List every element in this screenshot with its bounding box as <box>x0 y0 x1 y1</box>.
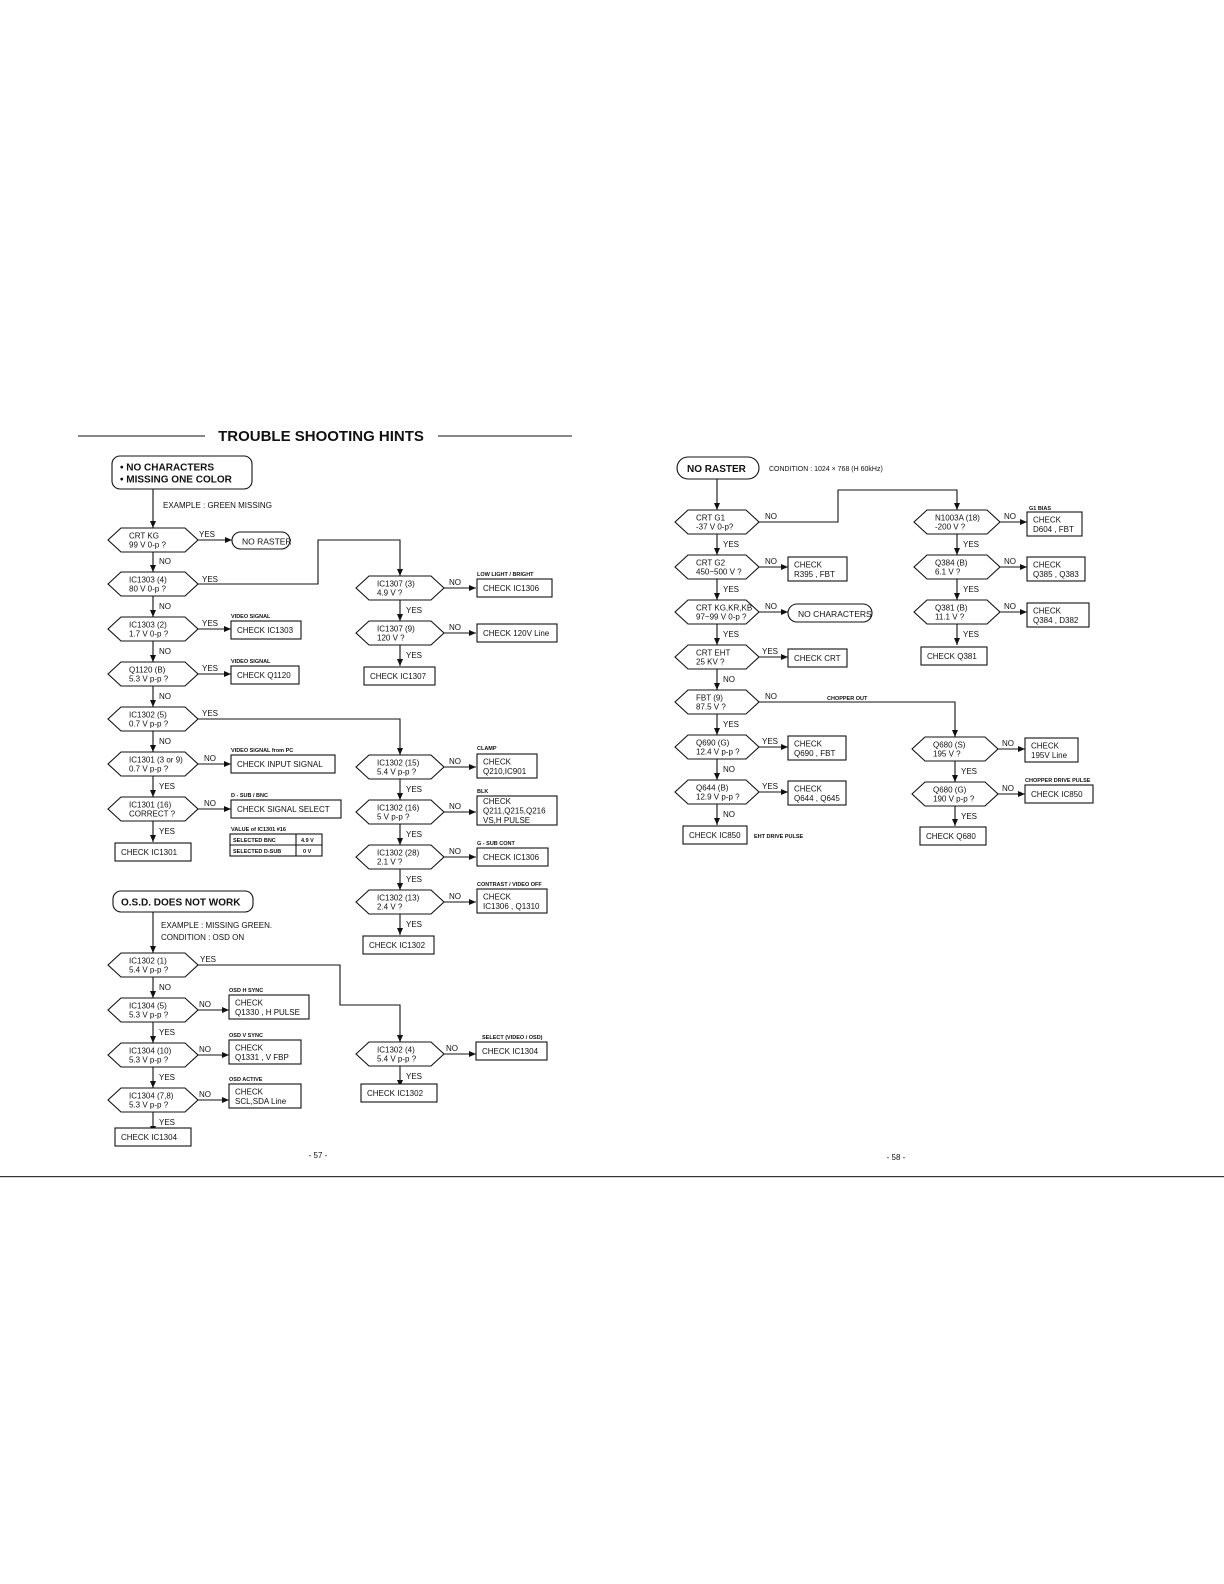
q1120-decision-text: Q1120 (B) <box>129 665 166 675</box>
annotation-label: VIDEO SIGNAL from PC <box>231 748 294 754</box>
no-label: NO <box>765 512 777 521</box>
no-characters-title-text: • NO CHARACTERS <box>120 462 215 474</box>
no-label: NO <box>449 892 461 901</box>
check-ic1303-action-text: CHECK IC1303 <box>237 626 294 635</box>
ic1302-13-decision-text: IC1302 (13) <box>377 893 420 903</box>
yes-label: YES <box>199 530 216 539</box>
check-195v-line-action-text: 195V Line <box>1031 750 1068 760</box>
check-ic1306-q1310-action-text: CHECK <box>483 892 512 902</box>
annotation-label: CHOPPER DRIVE PULSE <box>1025 778 1091 784</box>
page-number-left: - 57 - <box>308 1151 328 1160</box>
yes-label: YES <box>762 737 779 746</box>
yes-label: YES <box>406 606 423 615</box>
no-label: NO <box>765 602 777 611</box>
value-table-cell: SELECTED D-SUB <box>233 849 282 855</box>
crt-g1-decision-text: -37 V 0-p? <box>696 522 734 532</box>
check-ic1302-b-action-text: CHECK IC1302 <box>367 1089 424 1098</box>
check-q210-action-text: Q210,IC901 <box>483 766 527 776</box>
no-label: NO <box>723 810 735 819</box>
check-crt-action-text: CHECK CRT <box>794 654 841 663</box>
page-title: TROUBLE SHOOTING HINTS <box>218 428 424 445</box>
annotation-label: D - SUB / BNC <box>231 793 268 799</box>
no-label: NO <box>449 578 461 587</box>
q384-b-decision-text: Q384 (B) <box>935 558 968 568</box>
q680-s-decision-text: Q680 (S) <box>933 740 966 750</box>
example-green-missing: EXAMPLE : GREEN MISSING <box>163 501 272 510</box>
condition-osd-on: CONDITION : OSD ON <box>161 933 245 942</box>
no-label: NO <box>1004 557 1016 566</box>
annotation-label: LOW LIGHT / BRIGHT <box>477 572 534 578</box>
no-raster-main-terminal-text: NO RASTER <box>687 464 746 475</box>
crt-g1-decision-text: CRT G1 <box>696 513 726 523</box>
ic1307-3-decision-text: IC1307 (3) <box>377 579 415 589</box>
annotation-label: CLAMP <box>477 746 497 752</box>
check-input-signal-action-text: CHECK INPUT SIGNAL <box>237 760 323 769</box>
ic1303-2-decision-text: IC1303 (2) <box>129 620 167 630</box>
check-scl-sda-action-text: SCL,SDA Line <box>235 1096 287 1106</box>
annotation-label: G1 BIAS <box>1029 506 1052 512</box>
annotation-label: VIDEO SIGNAL <box>231 659 271 665</box>
annotation-label: EHT DRIVE PULSE <box>754 834 804 840</box>
check-q1120-action-text: CHECK Q1120 <box>237 671 291 680</box>
yes-label: YES <box>963 585 980 594</box>
ic1304-7-8-decision-text: 5.3 V p-p ? <box>129 1100 169 1110</box>
annotation-label: BLK <box>477 789 489 795</box>
check-ic1307-action-text: CHECK IC1307 <box>370 672 427 681</box>
no-label: NO <box>199 1090 211 1099</box>
no-label: NO <box>159 557 171 566</box>
ic1302-15-decision-text: 5.4 V p-p ? <box>377 767 417 777</box>
yes-label: YES <box>723 720 740 729</box>
value-table-cell: 4.9 V <box>301 838 314 844</box>
condition-1024x768: CONDITION : 1024 × 768 (H 60kHz) <box>769 466 883 473</box>
ic1304-7-8-decision-text: IC1304 (7,8) <box>129 1091 174 1101</box>
yes-label: YES <box>406 1072 423 1081</box>
q680-s-decision-text: 195 V ? <box>933 749 961 759</box>
ic1302-16-decision-text: 5 V p-p ? <box>377 812 410 822</box>
ic1302-4-decision-text: IC1302 (4) <box>377 1045 415 1055</box>
q690-g-decision-text: 12.4 V p-p ? <box>696 747 740 757</box>
flow-arrow <box>198 719 400 755</box>
crt-eht-decision-text: CRT EHT <box>696 648 731 658</box>
ic1302-1-decision-text: IC1302 (1) <box>129 956 167 966</box>
check-ic1301-action-text: CHECK IC1301 <box>121 848 178 857</box>
ic1301-3-or-9-decision-text: IC1301 (3 or 9) <box>129 755 183 765</box>
yes-label: YES <box>159 827 176 836</box>
annotation-label: CHOPPER OUT <box>827 696 868 702</box>
check-q381-action-text: CHECK Q381 <box>927 652 977 661</box>
check-scl-sda-action-text: CHECK <box>235 1087 264 1097</box>
annotation-label: SELECT (VIDEO / OSD) <box>482 1035 543 1041</box>
no-label: NO <box>1004 602 1016 611</box>
yes-label: YES <box>202 664 219 673</box>
annotation-label: G - SUB CONT <box>477 841 515 847</box>
annotation-label: OSD V SYNC <box>229 1033 263 1039</box>
q680-g-decision-text: Q680 (G) <box>933 785 967 795</box>
yes-label: YES <box>762 782 779 791</box>
check-ic1306-q1310-action-text: IC1306 , Q1310 <box>483 901 540 911</box>
no-label: NO <box>159 983 171 992</box>
check-d604-action-text: D604 , FBT <box>1033 524 1074 534</box>
page-bottom-edge <box>0 1176 1224 1177</box>
yes-label: YES <box>723 540 740 549</box>
no-label: NO <box>159 602 171 611</box>
connector-lines <box>78 436 1027 1133</box>
yes-label: YES <box>202 619 219 628</box>
yes-label: YES <box>723 585 740 594</box>
q644-b-decision-text: Q644 (B) <box>696 783 729 793</box>
crt-eht-decision-text: 25 KV ? <box>696 657 725 667</box>
yes-label: YES <box>963 540 980 549</box>
check-signal-select-action-text: CHECK SIGNAL SELECT <box>237 805 330 814</box>
yes-label: YES <box>200 955 217 964</box>
check-q210-action-text: CHECK <box>483 757 512 767</box>
ic1302-15-decision-text: IC1302 (15) <box>377 758 420 768</box>
yes-label: YES <box>202 575 219 584</box>
check-r395-action-text: CHECK <box>794 560 823 570</box>
value-table-cell: SELECTED BNC <box>233 838 276 844</box>
osd-does-not-work-title-text: O.S.D. DOES NOT WORK <box>121 897 241 909</box>
flowchart-labels <box>120 428 1091 1162</box>
fbt-9-decision-text: FBT (9) <box>696 693 723 703</box>
example-missing-green: EXAMPLE : MISSING GREEN. <box>161 921 273 930</box>
ic1303-4-decision-text: 80 V 0-p ? <box>129 584 166 594</box>
check-q384-d382-action-text: Q384 , D382 <box>1033 615 1079 625</box>
ic1302-16-decision-text: IC1302 (16) <box>377 803 420 813</box>
crt-g2-decision-text: 450~500 V ? <box>696 567 742 577</box>
yes-label: YES <box>406 920 423 929</box>
yes-label: YES <box>723 630 740 639</box>
ic1301-16-decision-text: IC1301 (16) <box>129 800 172 810</box>
yes-label: YES <box>406 651 423 660</box>
ic1307-9-decision-text: 120 V ? <box>377 633 405 643</box>
check-q211-action-text: CHECK <box>483 797 512 806</box>
ic1304-5-decision-text: 5.3 V p-p ? <box>129 1010 169 1020</box>
no-label: NO <box>199 1000 211 1009</box>
page-number-right: - 58 - <box>886 1153 906 1162</box>
ic1304-5-decision-text: IC1304 (5) <box>129 1001 167 1011</box>
annotation-label: OSD ACTIVE <box>229 1077 263 1083</box>
yes-label: YES <box>406 830 423 839</box>
check-ic1306-b-action-text: CHECK IC1306 <box>483 853 540 862</box>
ic1302-5-decision-text: IC1302 (5) <box>129 710 167 720</box>
check-q1331-action-text: CHECK <box>235 1043 264 1053</box>
yes-label: YES <box>406 875 423 884</box>
q384-b-decision-text: 6.1 V ? <box>935 567 961 577</box>
ic1302-28-decision-text: IC1302 (28) <box>377 848 420 858</box>
no-label: NO <box>723 675 735 684</box>
yes-label: YES <box>159 1073 176 1082</box>
ic1304-10-decision-text: 5.3 V p-p ? <box>129 1055 169 1065</box>
yes-label: YES <box>963 630 980 639</box>
check-d604-action-text: CHECK <box>1033 515 1062 525</box>
ic1302-13-decision-text: 2.4 V ? <box>377 902 403 912</box>
crt-kg-kr-kb-decision-text: 97~99 V 0-p ? <box>696 612 747 622</box>
check-120v-line-action-text: CHECK 120V Line <box>483 629 550 638</box>
check-ic1302-a-action-text: CHECK IC1302 <box>369 941 426 950</box>
check-q1330-action-text: Q1330 , H PULSE <box>235 1007 300 1017</box>
q644-b-decision-text: 12.9 V p-p ? <box>696 792 740 802</box>
no-characters-ref-terminal-text: NO CHARACTERS <box>798 609 872 619</box>
no-label: NO <box>159 737 171 746</box>
no-label: NO <box>1004 512 1016 521</box>
check-q385-action-text: CHECK <box>1033 560 1062 570</box>
check-q680-action-text: CHECK Q680 <box>926 832 976 841</box>
check-195v-line-action-text: CHECK <box>1031 741 1060 751</box>
check-q211-action-text: Q211,Q215,Q216 <box>483 806 546 816</box>
check-ic1306-a-action-text: CHECK IC1306 <box>483 584 540 593</box>
q1120-decision-text: 5.3 V p-p ? <box>129 674 169 684</box>
no-label: NO <box>199 1045 211 1054</box>
n1003a-18-decision-text: N1003A (18) <box>935 513 980 523</box>
ic1302-1-decision-text: 5.4 V p-p ? <box>129 965 169 975</box>
no-label: NO <box>1002 739 1014 748</box>
ic1302-5-decision-text: 0.7 V p-p ? <box>129 719 169 729</box>
check-q384-d382-action-text: CHECK <box>1033 606 1062 616</box>
check-q644-action-text: CHECK <box>794 784 823 794</box>
check-q690-action-text: CHECK <box>794 739 823 749</box>
yes-label: YES <box>961 812 978 821</box>
ic1304-10-decision-text: IC1304 (10) <box>129 1046 172 1056</box>
ic1307-3-decision-text: 4.9 V ? <box>377 588 403 598</box>
no-label: NO <box>765 692 777 701</box>
check-ic850-b-action-text: CHECK IC850 <box>1031 790 1083 799</box>
no-label: NO <box>204 799 216 808</box>
annotation-label: OSD H SYNC <box>229 988 264 994</box>
flow-arrow <box>759 702 955 737</box>
check-q211-action-text: VS,H PULSE <box>483 816 531 825</box>
no-label: NO <box>765 557 777 566</box>
yes-label: YES <box>406 785 423 794</box>
yes-label: YES <box>159 1028 176 1037</box>
q680-g-decision-text: 190 V p-p ? <box>933 794 975 804</box>
check-ic1304-b-action-text: CHECK IC1304 <box>482 1047 539 1056</box>
no-label: NO <box>1002 784 1014 793</box>
yes-label: YES <box>159 1118 176 1127</box>
no-raster-ref-terminal-text: NO RASTER <box>242 536 292 547</box>
no-label: NO <box>159 647 171 656</box>
n1003a-18-decision-text: -200 V ? <box>935 522 966 532</box>
ic1301-16-decision-text: CORRECT ? <box>129 809 176 819</box>
q690-g-decision-text: Q690 (G) <box>696 738 730 748</box>
ic1302-4-decision-text: 5.4 V p-p ? <box>377 1054 417 1064</box>
crt-g2-decision-text: CRT G2 <box>696 558 726 568</box>
check-ic850-a-action-text: CHECK IC850 <box>689 831 741 840</box>
no-label: NO <box>449 847 461 856</box>
ic1303-4-decision-text: IC1303 (4) <box>129 575 167 585</box>
check-ic1304-a-action-text: CHECK IC1304 <box>121 1133 178 1142</box>
annotation-label: VIDEO SIGNAL <box>231 614 271 620</box>
crt-kg-kr-kb-decision-text: CRT KG,KR,KB <box>696 603 753 613</box>
ic1301-3-or-9-decision-text: 0.7 V p-p ? <box>129 764 169 774</box>
ic1302-28-decision-text: 2.1 V ? <box>377 857 403 867</box>
yes-label: YES <box>961 767 978 776</box>
annotation-label: CONTRAST / VIDEO OFF <box>477 882 542 888</box>
annotation-label: VALUE of IC1301 #16 <box>231 827 286 833</box>
no-label: NO <box>159 692 171 701</box>
fbt-9-decision-text: 87.5 V ? <box>696 702 726 712</box>
check-r395-action-text: R395 , FBT <box>794 569 835 579</box>
ic1307-9-decision-text: IC1307 (9) <box>377 624 415 634</box>
check-q1331-action-text: Q1331 , V FBP <box>235 1052 289 1062</box>
crt-kg-decision-text: 99 V 0-p ? <box>129 540 166 550</box>
no-label: NO <box>449 802 461 811</box>
q381-b-decision-text: Q381 (B) <box>935 603 968 613</box>
no-label: NO <box>723 765 735 774</box>
no-characters-title-text: • MISSING ONE COLOR <box>120 474 232 486</box>
crt-kg-decision-text: CRT KG <box>129 531 159 541</box>
no-label: NO <box>449 757 461 766</box>
check-q385-action-text: Q385 , Q383 <box>1033 569 1079 579</box>
check-q690-action-text: Q690 , FBT <box>794 748 836 758</box>
yes-label: YES <box>159 782 176 791</box>
no-label: NO <box>446 1044 458 1053</box>
yes-label: YES <box>202 709 219 718</box>
yes-label: YES <box>762 647 779 656</box>
no-label: NO <box>449 623 461 632</box>
value-table-cell: 0 V <box>303 849 312 855</box>
check-q644-action-text: Q644 , Q645 <box>794 793 840 803</box>
q381-b-decision-text: 11.1 V ? <box>935 612 965 622</box>
ic1303-2-decision-text: 1.7 V 0-p ? <box>129 629 169 639</box>
no-label: NO <box>204 754 216 763</box>
check-q1330-action-text: CHECK <box>235 998 264 1008</box>
